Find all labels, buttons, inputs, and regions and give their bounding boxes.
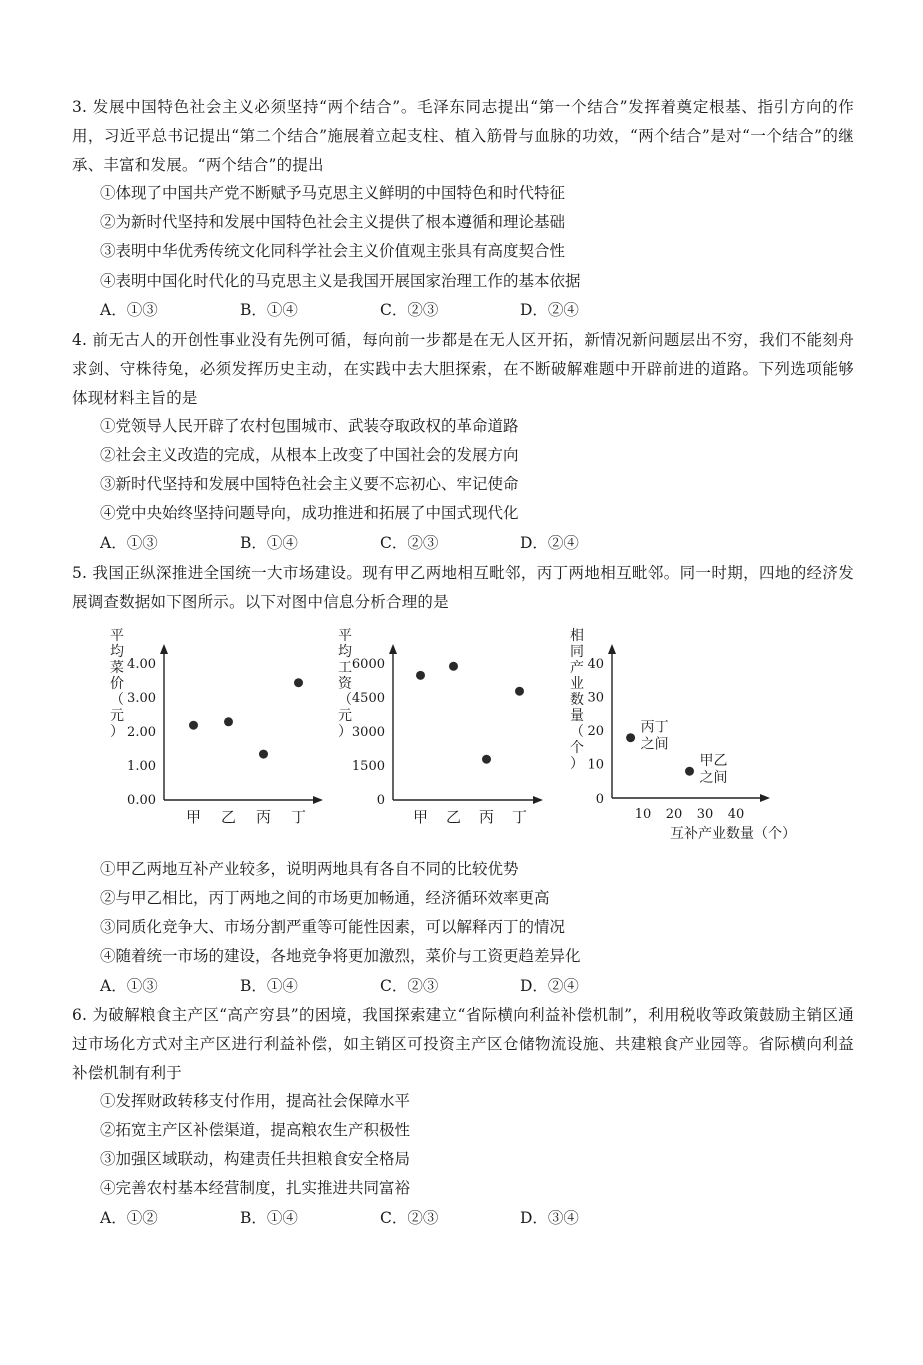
c2-ytick-label: 3000 [351, 725, 385, 740]
choice-b[interactable]: B．①④ [240, 977, 298, 995]
c2-ytick-label: 0 [376, 793, 385, 808]
chart2-y-arrow [389, 644, 397, 654]
chart3-ylabel: 相同产业数量（个） [570, 628, 584, 772]
c3-point-label: 之间 [699, 770, 728, 787]
c3-ytick-label: 10 [587, 757, 604, 773]
choice-d[interactable]: D．③④ [520, 1209, 579, 1227]
chart1-ylabel: 平均菜价（元） [110, 628, 124, 740]
c2-category-label: 甲 [412, 808, 429, 826]
choice-d[interactable]: D．②④ [520, 301, 579, 319]
c2-data-point [482, 755, 491, 764]
question-4-option-3: ③新时代坚持和发展中国特色社会主义要不忘初心、牢记使命 [100, 475, 519, 493]
c1-ytick-label: 2.00 [127, 725, 156, 740]
chart3-x-arrow [760, 794, 770, 802]
c3-ytick-label: 20 [587, 724, 604, 739]
choice-a[interactable]: A．①③ [100, 977, 158, 995]
question-6-option-2: ②拓宽主产区补偿渠道，提高粮农生产积极性 [100, 1121, 411, 1139]
question-5-stem: 5. 我国正纵深推进全国统一大市场建设。现有甲乙两地相互毗邻，丙丁两地相互毗邻。同一时期，四地的经济发展调查数据如下图所示。以下对图中信息分析合理的是 [72, 564, 854, 611]
chart-average-wage [338, 628, 543, 826]
chart3-xlabel: 互补产业数量（个） [670, 826, 796, 842]
c1-ytick-label: 0.00 [127, 793, 156, 808]
c1-category-label: 乙 [220, 808, 237, 826]
c3-point-label: 甲乙 [699, 753, 728, 770]
choice-c[interactable]: C．②③ [380, 534, 439, 552]
question-3-option-2: ②为新时代坚持和发展中国特色社会主义提供了根本遵循和理论基础 [100, 213, 566, 231]
c1-data-point [224, 717, 233, 726]
question-6-option-3: ③加强区域联动，构建责任共担粮食安全格局 [100, 1150, 411, 1168]
c3-xtick-label: 10 [634, 807, 652, 822]
question-3-option-4: ④表明中国化时代化的马克思主义是我国开展国家治理工作的基本依据 [100, 272, 581, 290]
question-6-option-1: ①发挥财政转移支付作用，提高社会保障水平 [100, 1092, 411, 1110]
c2-data-point [416, 671, 425, 680]
c3-data-point [626, 733, 635, 742]
c2-ytick-label: 6000 [351, 657, 385, 672]
c3-ytick-label: 40 [587, 657, 604, 672]
choice-c[interactable]: C．②③ [380, 1209, 439, 1227]
c3-point-label: 之间 [640, 736, 669, 753]
question-3-option-1: ①体现了中国共产党不断赋予马克思主义鲜明的中国特色和时代特征 [100, 184, 566, 202]
question-4-option-1: ①党领导人民开辟了农村包围城市、武装夺取政权的革命道路 [100, 417, 519, 435]
choice-d[interactable]: D．②④ [520, 534, 579, 552]
question-5-charts [0, 622, 923, 852]
question-5-option-4: ④随着统一市场的建设，各地竞争将更加激烈，菜价与工资更趋差异化 [100, 947, 581, 965]
c2-ytick-label: 4500 [351, 691, 385, 706]
c1-ytick-label: 3.00 [127, 691, 156, 706]
c3-point-label: 丙丁 [640, 719, 669, 736]
c1-ytick-label: 4.00 [127, 657, 156, 672]
c1-data-point [259, 750, 268, 759]
question-4-option-2: ②社会主义改造的完成，从根本上改变了中国社会的发展方向 [100, 446, 519, 464]
c3-xtick-label: 40 [727, 807, 745, 822]
c2-data-point [449, 662, 458, 671]
question-3-option-3: ③表明中华优秀传统文化同科学社会主义价值观主张具有高度契合性 [100, 242, 566, 260]
choice-b[interactable]: B．①④ [240, 1209, 298, 1227]
c3-xtick-label: 20 [665, 807, 683, 822]
c1-data-point [189, 721, 198, 730]
c2-category-label: 丁 [511, 808, 528, 826]
question-6-stem: 6. 为破解粮食主产区“高产穷县”的困境，我国探索建立“省际横向利益补偿机制”，利用税收等政策鼓励主销区通过市场化方式对主产区进行利益补偿，如主销区可投资主产区仓储物流设施、共建粮食产业园等。省际横向利益补偿机制有利于 [72, 1006, 854, 1082]
c2-ytick-label: 1500 [351, 759, 385, 774]
c2-category-label: 丙 [478, 808, 495, 826]
choice-b[interactable]: B．①④ [240, 301, 298, 319]
choice-a[interactable]: A．①③ [100, 301, 158, 319]
chart1-x-arrow [313, 796, 323, 804]
choice-c[interactable]: C．②③ [380, 977, 439, 995]
question-4-choices [100, 532, 700, 554]
c1-category-label: 丙 [255, 808, 272, 826]
question-3-choices [100, 299, 700, 321]
c3-xtick-label: 30 [696, 807, 714, 822]
question-4-stem: 4. 前无古人的开创性事业没有先例可循，每向前一步都是在无人区开拓，新情况新问题层出不穷，我们不能刻舟求剑、守株待兔，必须发挥历史主动，在实践中去大胆探索，在不断破解难题中开辟前进的道路。下列选项能够体现材料主旨的是 [72, 331, 854, 407]
question-5-option-2: ②与甲乙相比，丙丁两地之间的市场更加畅通，经济循环效率更高 [100, 889, 550, 907]
choice-a[interactable]: A．①② [100, 1209, 158, 1227]
choice-c[interactable]: C．②③ [380, 301, 439, 319]
c1-category-label: 丁 [290, 808, 307, 826]
choice-b[interactable]: B．①④ [240, 534, 298, 552]
question-5-option-1: ①甲乙两地互补产业较多，说明两地具有各自不同的比较优势 [100, 860, 519, 878]
chart2-ylabel: 平均工资（元） [338, 628, 352, 740]
question-6-option-4: ④完善农村基本经营制度，扎实推进共同富裕 [100, 1179, 411, 1197]
c2-category-label: 乙 [445, 808, 462, 826]
chart3-y-arrow [608, 644, 616, 654]
question-5-option-3: ③同质化竞争大、市场分割严重等可能性因素，可以解释丙丁的情况 [100, 918, 566, 936]
c1-ytick-label: 1.00 [127, 759, 156, 774]
question-6-choices [100, 1207, 700, 1229]
chart-industries [570, 627, 796, 842]
choice-a[interactable]: A．①③ [100, 534, 158, 552]
question-4-option-4: ④党中央始终坚持问题导向，成功推进和拓展了中国式现代化 [100, 504, 519, 522]
c2-data-point [515, 687, 524, 696]
c1-data-point [294, 678, 303, 687]
c1-category-label: 甲 [185, 808, 202, 826]
c3-ytick-label: 30 [587, 690, 604, 706]
chart3-origin-label: 0 [595, 792, 604, 807]
question-5-choices [100, 975, 700, 997]
c3-data-point [685, 767, 694, 776]
chart-vegetable-price [110, 628, 323, 826]
choice-d[interactable]: D．②④ [520, 977, 579, 995]
question-3-stem: 3. 发展中国特色社会主义必须坚持“两个结合”。毛泽东同志提出“第一个结合”发挥着奠定根基、指引方向的作用，习近平总书记提出“第二个结合”施展着立起支柱、植入筋骨与血脉的功效，“两个结合”是对“一个结合”的继承、丰富和发展。“两个结合”的提出 [72, 98, 854, 174]
chart2-x-arrow [533, 796, 543, 804]
chart1-y-arrow [160, 644, 168, 654]
